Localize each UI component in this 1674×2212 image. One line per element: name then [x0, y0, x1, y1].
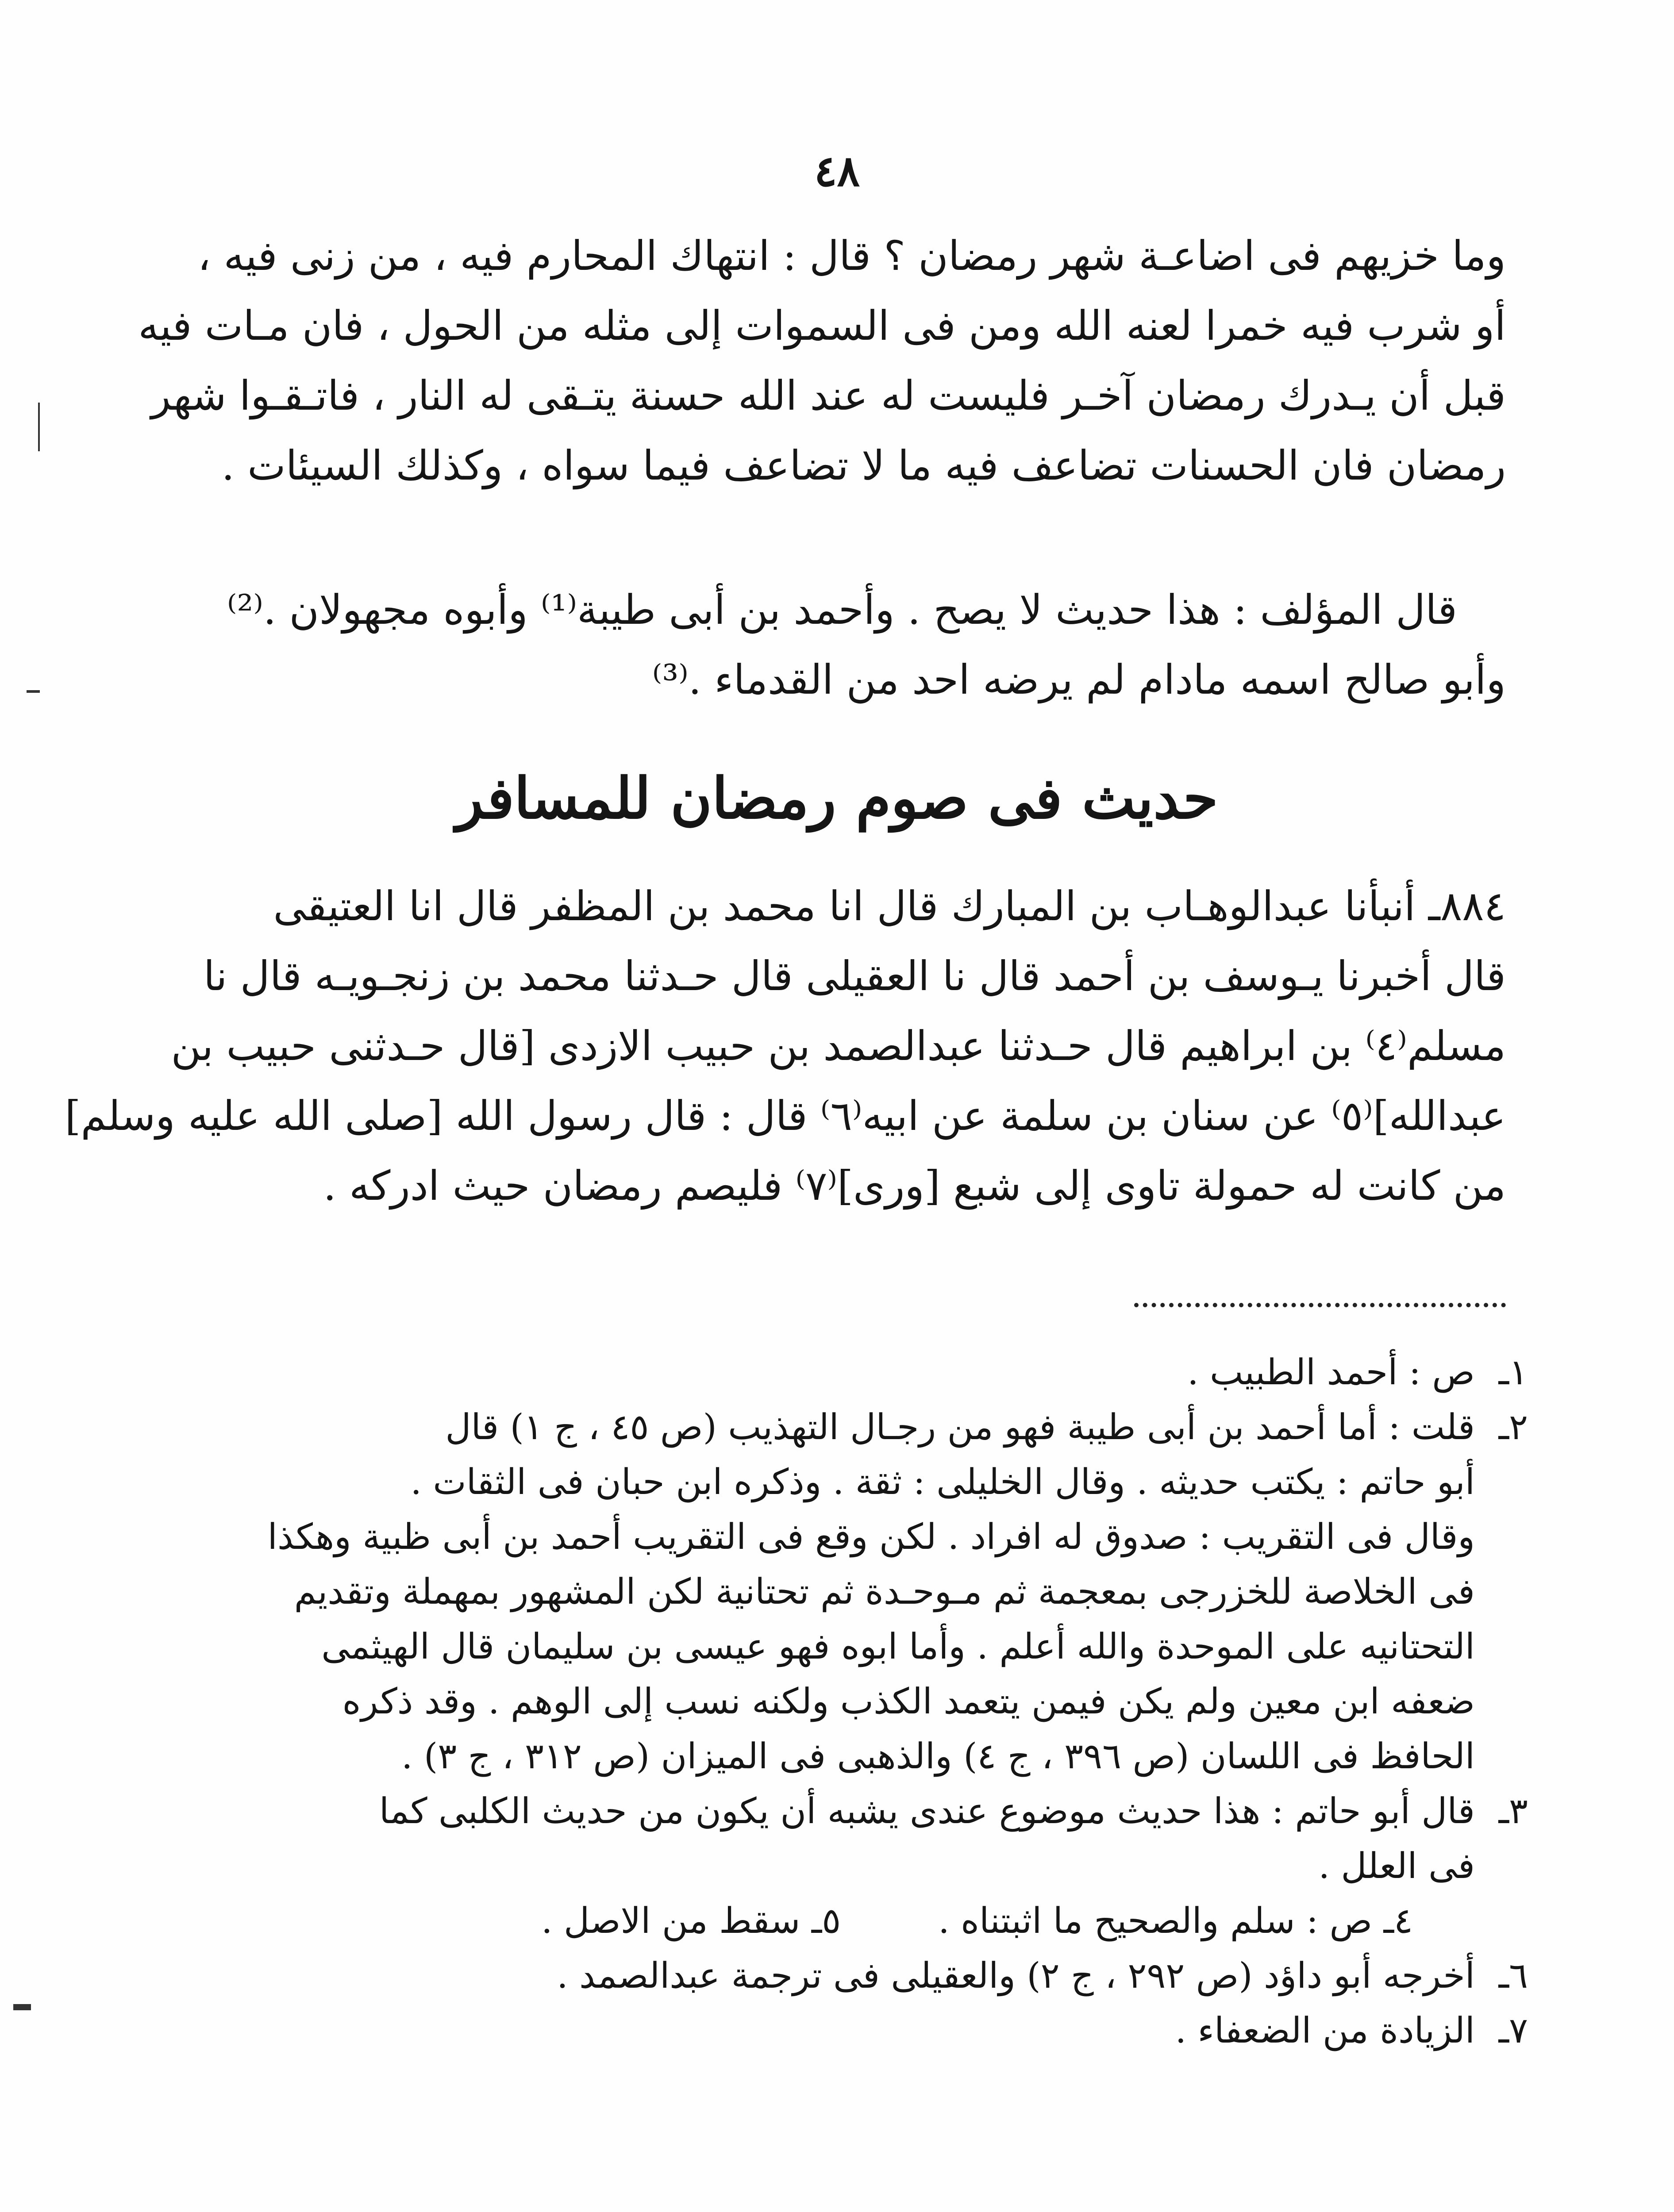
text-line: وما خزيهم فى اضاعـة شهر رمضان ؟ قال : انتهاك المحارم فيه ، من زنى فيه ،: [197, 232, 1506, 280]
footnote-line: فى العلل .: [1318, 1845, 1475, 1886]
footnote-number: ٧ـ: [1498, 2010, 1528, 2051]
footnote-line: أخرجه أبو داؤد (ص ٢٩٢ ، ج ٢) والعقيلى فى ترجمة عبدالصمد .: [557, 1955, 1475, 1996]
footnote-line: التحتانيه على الموحدة والله أعلم . وأما ابوه فهو عيسى بن سليمان قال الهيثمى: [321, 1626, 1475, 1667]
footnote-line: قلت : أما أحمد بن أبى طيبة فهو من رجـال التهذيب (ص ٤٥ ، ج ١) قال: [445, 1406, 1475, 1448]
margin-mark: [27, 690, 40, 693]
text-line: قال المؤلف : هذا حديث لا يصح . وأحمد بن أبى طيبة⁽¹⁾ وأبوه مجهولان .⁽²⁾: [227, 586, 1457, 634]
margin-mark: [38, 403, 40, 451]
section-heading: حديث فى صوم رمضان للمسافر: [456, 765, 1218, 832]
text-line: ٨٨٤ـ أنبأنا عبدالوهـاب بن المبارك قال انا محمد بن المظفر قال انا العتيقى: [273, 883, 1506, 930]
page-number: ٤٨: [814, 146, 860, 196]
footnotes-4-5: [192, 1893, 1528, 1948]
footnote-separator: [1134, 1303, 1506, 1307]
text-line: من كانت له حمولة تاوى إلى شبع [ورى]⁽٧⁾ فليصم رمضان حيث ادركه .: [323, 1162, 1506, 1210]
paragraph-3: [65, 872, 1506, 1221]
footnote-line: قال أبو حاتم : هذا حديث موضوع عندى يشبه أن يكون من حديث الكلبى كما: [379, 1790, 1475, 1832]
footnote-line: وقال فى التقريب : صدوق له افراد . لكن وقع فى التقريب أحمد بن أبى ظبية وهكذا: [267, 1516, 1475, 1557]
paragraph-2: [187, 575, 1506, 715]
footnote-line: فى الخلاصة للخزرجى بمعجمة ثم مـوحـدة ثم تحتانية لكن المشهور بمهملة وتقديم: [294, 1571, 1475, 1612]
footnote-line: أبو حاتم : يكتب حديثه . وقال الخليلى : ثقة . وذكره ابن حبان فى الثقات .: [410, 1461, 1475, 1502]
footnote-line: ص : أحمد الطبيب .: [1187, 1352, 1475, 1393]
paragraph-1: [138, 221, 1506, 501]
footnote-line: الحافظ فى اللسان (ص ٣٩٦ ، ج ٤) والذهبى فى الميزان (ص ٣١٢ ، ج ٣) .: [401, 1736, 1475, 1777]
footnote-6: [192, 1948, 1528, 2003]
text-line: قال أخبرنا يـوسف بن أحمد قال نا العقيلى قال حـدثنا محمد بن زنجـويـه قال نا: [203, 952, 1506, 1000]
footnote-number: ١ـ: [1498, 1352, 1528, 1393]
footnote-1: [192, 1345, 1528, 1400]
footnote-line: الزيادة من الضعفاء .: [1175, 2010, 1475, 2051]
footnotes: [192, 1345, 1528, 2058]
footnote-5: ٥ـ سقط من الاصل .: [541, 1900, 841, 1941]
text-line: مسلم⁽٤⁾ بن ابراهيم قال حـدثنا عبدالصمد بن حبيب الازدى [قال حـدثنى حبيب بن: [171, 1022, 1506, 1070]
footnote-line: ضعفه ابن معين ولم يكن فيمن يتعمد الكذب ولكنه نسب إلى الوهم . وقد ذكره: [342, 1681, 1475, 1722]
footnote-4: ٤ـ ص : سلم والصحيح ما اثبتناه .: [938, 1900, 1413, 1941]
text-line: أو شرب فيه خمرا لعنه الله ومن فى السموات إلى مثله من الحول ، فان مـات فيه: [138, 302, 1506, 349]
text-line: رمضان فان الحسنات تضاعف فيه ما لا تضاعف فيما سواه ، وكذلك السيئات .: [221, 442, 1506, 489]
footnote-3: [192, 1784, 1528, 1893]
text-line: وأبو صالح اسمه مادام لم يرضه احد من القدماء .⁽³⁾: [652, 656, 1506, 703]
footnote-number: ٣ـ: [1498, 1790, 1528, 1832]
margin-mark: [13, 2004, 31, 2010]
footnote-7: [192, 2003, 1528, 2058]
text-line: عبدالله]⁽٥⁾ عن سنان بن سلمة عن ابيه⁽٦⁾ قال : قال رسول الله [صلى الله عليه وسلم]: [65, 1092, 1506, 1140]
footnote-2: [192, 1400, 1528, 1784]
footnote-number: ٢ـ: [1498, 1406, 1528, 1448]
text-line: قبل أن يـدرك رمضان آخـر فليست له عند الله حسنة يتـقى له النار ، فاتـقـوا شهر: [151, 372, 1506, 419]
footnote-number: ٦ـ: [1498, 1955, 1528, 1996]
